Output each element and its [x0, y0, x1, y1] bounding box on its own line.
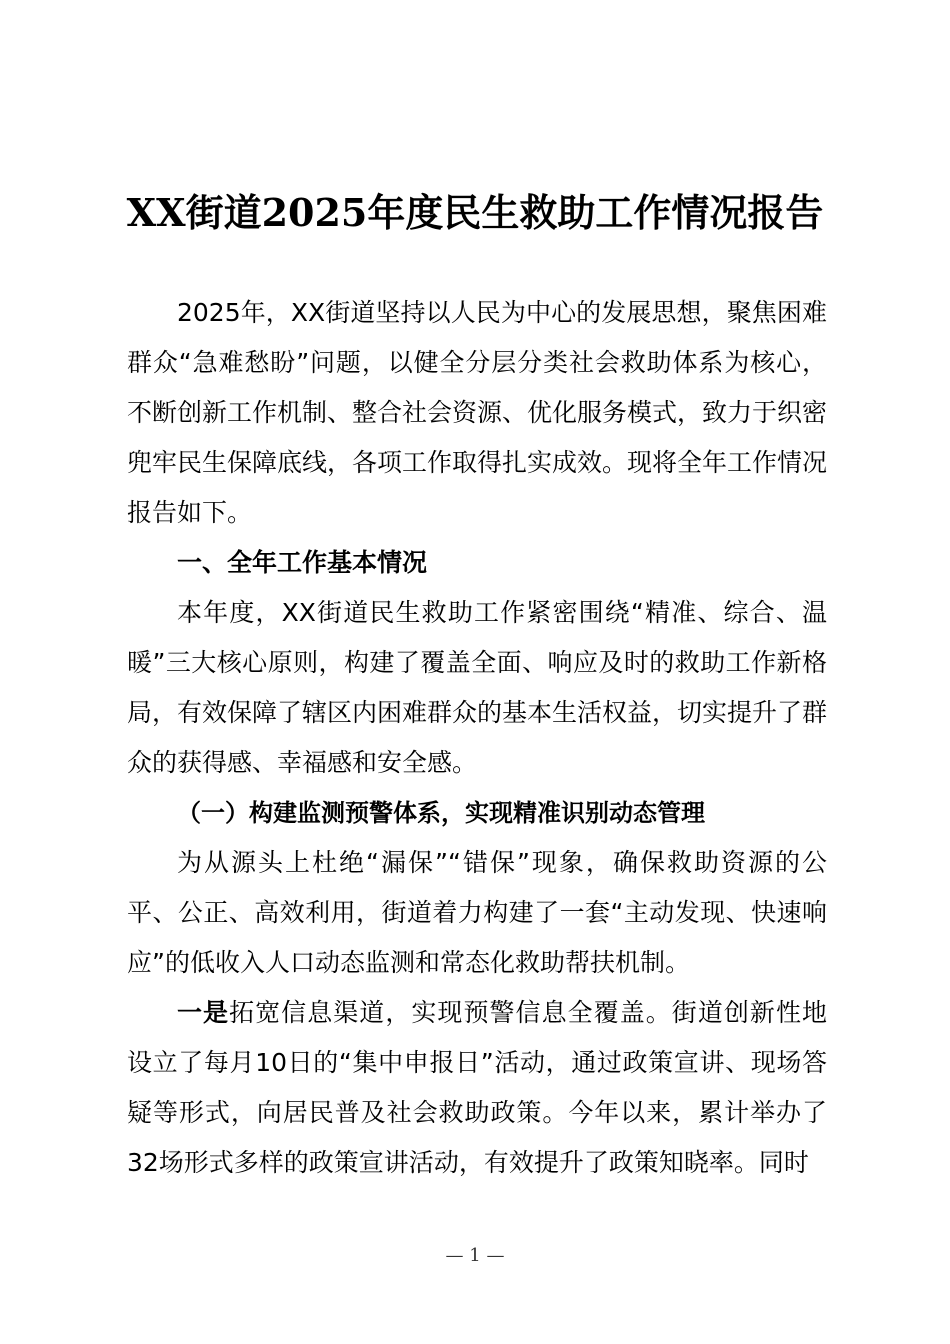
subsection-1-paragraph: 为从源头上杜绝“漏保”“错保”现象，确保救助资源的公平、公正、高效利用，街道着力构建了一套“主动发现、快速响应”的低收入人口动态监测和常态化救助帮扶机制。 — [127, 848, 827, 977]
section-heading-1: 一、全年工作基本情况 — [177, 548, 428, 577]
point-1-lead: 一是 — [177, 998, 230, 1027]
page-number: — 1 — — [445, 1245, 505, 1266]
document-body — [127, 288, 827, 1188]
point-1-paragraph — [127, 988, 827, 1188]
point-1-text: 拓宽信息渠道，实现预警信息全覆盖。街道创新性地设立了每月10日的“集中申报日”活动，通过政策宣讲、现场答疑等形式，向居民普及社会救助政策。今年以来，累计举办了32场形式多样的政策宣讲活动，有效提升了政策知晓率。同时 — [127, 998, 827, 1177]
intro-paragraph: 2025年，XX街道坚持以人民为中心的发展思想，聚焦困难群众“急难愁盼”问题，以健全分层分类社会救助体系为核心，不断创新工作机制、整合社会资源、优化服务模式，致力于织密兜牢民生保障底线，各项工作取得扎实成效。现将全年工作情况报告如下。 — [127, 298, 828, 527]
document-title: XX街道2025年度民生救助工作情况报告 — [126, 190, 824, 235]
subsection-heading-1: （一）构建监测预警体系，实现精准识别动态管理 — [177, 799, 705, 827]
section-1-paragraph: 本年度，XX街道民生救助工作紧密围绕“精准、综合、温暖”三大核心原则，构建了覆盖全面、响应及时的救助工作新格局，有效保障了辖区内困难群众的基本生活权益，切实提升了群众的获得感、幸福感和安全感。 — [127, 598, 828, 777]
